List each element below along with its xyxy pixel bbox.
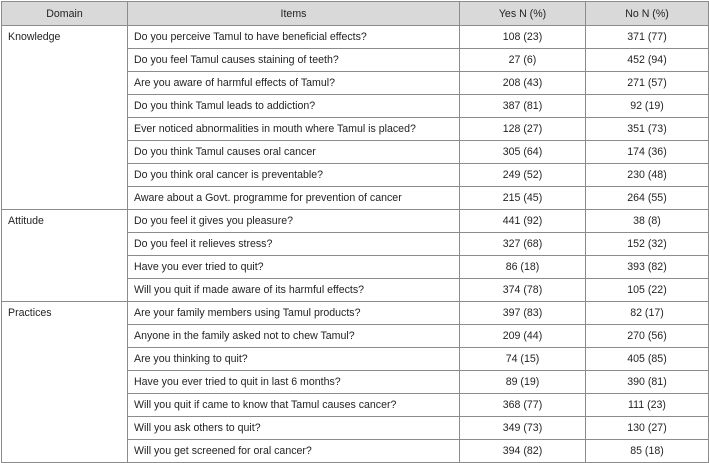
header-yes: Yes N (%) xyxy=(460,2,586,26)
table-row xyxy=(2,26,709,49)
no-cell: 105 (22) xyxy=(586,279,709,302)
no-cell: 452 (94) xyxy=(586,49,709,72)
header-no: No N (%) xyxy=(586,2,709,26)
yes-cell: 209 (44) xyxy=(460,325,586,348)
header-row xyxy=(2,2,709,26)
yes-cell: 397 (83) xyxy=(460,302,586,325)
no-cell: 270 (56) xyxy=(586,325,709,348)
yes-cell: 387 (81) xyxy=(460,95,586,118)
item-cell: Have you ever tried to quit in last 6 months? xyxy=(128,371,460,394)
domain-cell: Knowledge xyxy=(2,26,128,210)
yes-cell: 374 (78) xyxy=(460,279,586,302)
item-cell: Will you quit if made aware of its harmful effects? xyxy=(128,279,460,302)
no-cell: 130 (27) xyxy=(586,417,709,440)
header-items: Items xyxy=(128,2,460,26)
domain-cell: Practices xyxy=(2,302,128,463)
item-cell: Are you thinking to quit? xyxy=(128,348,460,371)
table-body xyxy=(2,26,709,463)
item-cell: Have you ever tried to quit? xyxy=(128,256,460,279)
item-cell: Will you ask others to quit? xyxy=(128,417,460,440)
no-cell: 174 (36) xyxy=(586,141,709,164)
yes-cell: 215 (45) xyxy=(460,187,586,210)
domain-cell: Attitude xyxy=(2,210,128,302)
item-cell: Are you aware of harmful effects of Tamul? xyxy=(128,72,460,95)
item-cell: Do you think Tamul causes oral cancer xyxy=(128,141,460,164)
no-cell: 152 (32) xyxy=(586,233,709,256)
yes-cell: 108 (23) xyxy=(460,26,586,49)
no-cell: 271 (57) xyxy=(586,72,709,95)
item-cell: Do you think oral cancer is preventable? xyxy=(128,164,460,187)
no-cell: 38 (8) xyxy=(586,210,709,233)
header-domain: Domain xyxy=(2,2,128,26)
no-cell: 405 (85) xyxy=(586,348,709,371)
table-row xyxy=(2,302,709,325)
item-cell: Are your family members using Tamul products? xyxy=(128,302,460,325)
yes-cell: 327 (68) xyxy=(460,233,586,256)
yes-cell: 86 (18) xyxy=(460,256,586,279)
no-cell: 390 (81) xyxy=(586,371,709,394)
yes-cell: 305 (64) xyxy=(460,141,586,164)
yes-cell: 208 (43) xyxy=(460,72,586,95)
item-cell: Anyone in the family asked not to chew Tamul? xyxy=(128,325,460,348)
item-cell: Will you quit if came to know that Tamul causes cancer? xyxy=(128,394,460,417)
yes-cell: 349 (73) xyxy=(460,417,586,440)
item-cell: Do you feel it relieves stress? xyxy=(128,233,460,256)
item-cell: Do you feel Tamul causes staining of teeth? xyxy=(128,49,460,72)
no-cell: 82 (17) xyxy=(586,302,709,325)
kap-table xyxy=(1,1,709,463)
yes-cell: 441 (92) xyxy=(460,210,586,233)
no-cell: 92 (19) xyxy=(586,95,709,118)
item-cell: Do you think Tamul leads to addiction? xyxy=(128,95,460,118)
yes-cell: 74 (15) xyxy=(460,348,586,371)
no-cell: 393 (82) xyxy=(586,256,709,279)
item-cell: Do you feel it gives you pleasure? xyxy=(128,210,460,233)
yes-cell: 394 (82) xyxy=(460,440,586,463)
item-cell: Ever noticed abnormalities in mouth where Tamul is placed? xyxy=(128,118,460,141)
no-cell: 351 (73) xyxy=(586,118,709,141)
no-cell: 85 (18) xyxy=(586,440,709,463)
yes-cell: 368 (77) xyxy=(460,394,586,417)
item-cell: Aware about a Govt. programme for prevention of cancer xyxy=(128,187,460,210)
no-cell: 371 (77) xyxy=(586,26,709,49)
item-cell: Do you perceive Tamul to have beneficial effects? xyxy=(128,26,460,49)
yes-cell: 27 (6) xyxy=(460,49,586,72)
yes-cell: 128 (27) xyxy=(460,118,586,141)
no-cell: 230 (48) xyxy=(586,164,709,187)
item-cell: Will you get screened for oral cancer? xyxy=(128,440,460,463)
no-cell: 264 (55) xyxy=(586,187,709,210)
yes-cell: 249 (52) xyxy=(460,164,586,187)
yes-cell: 89 (19) xyxy=(460,371,586,394)
no-cell: 111 (23) xyxy=(586,394,709,417)
table-row xyxy=(2,210,709,233)
